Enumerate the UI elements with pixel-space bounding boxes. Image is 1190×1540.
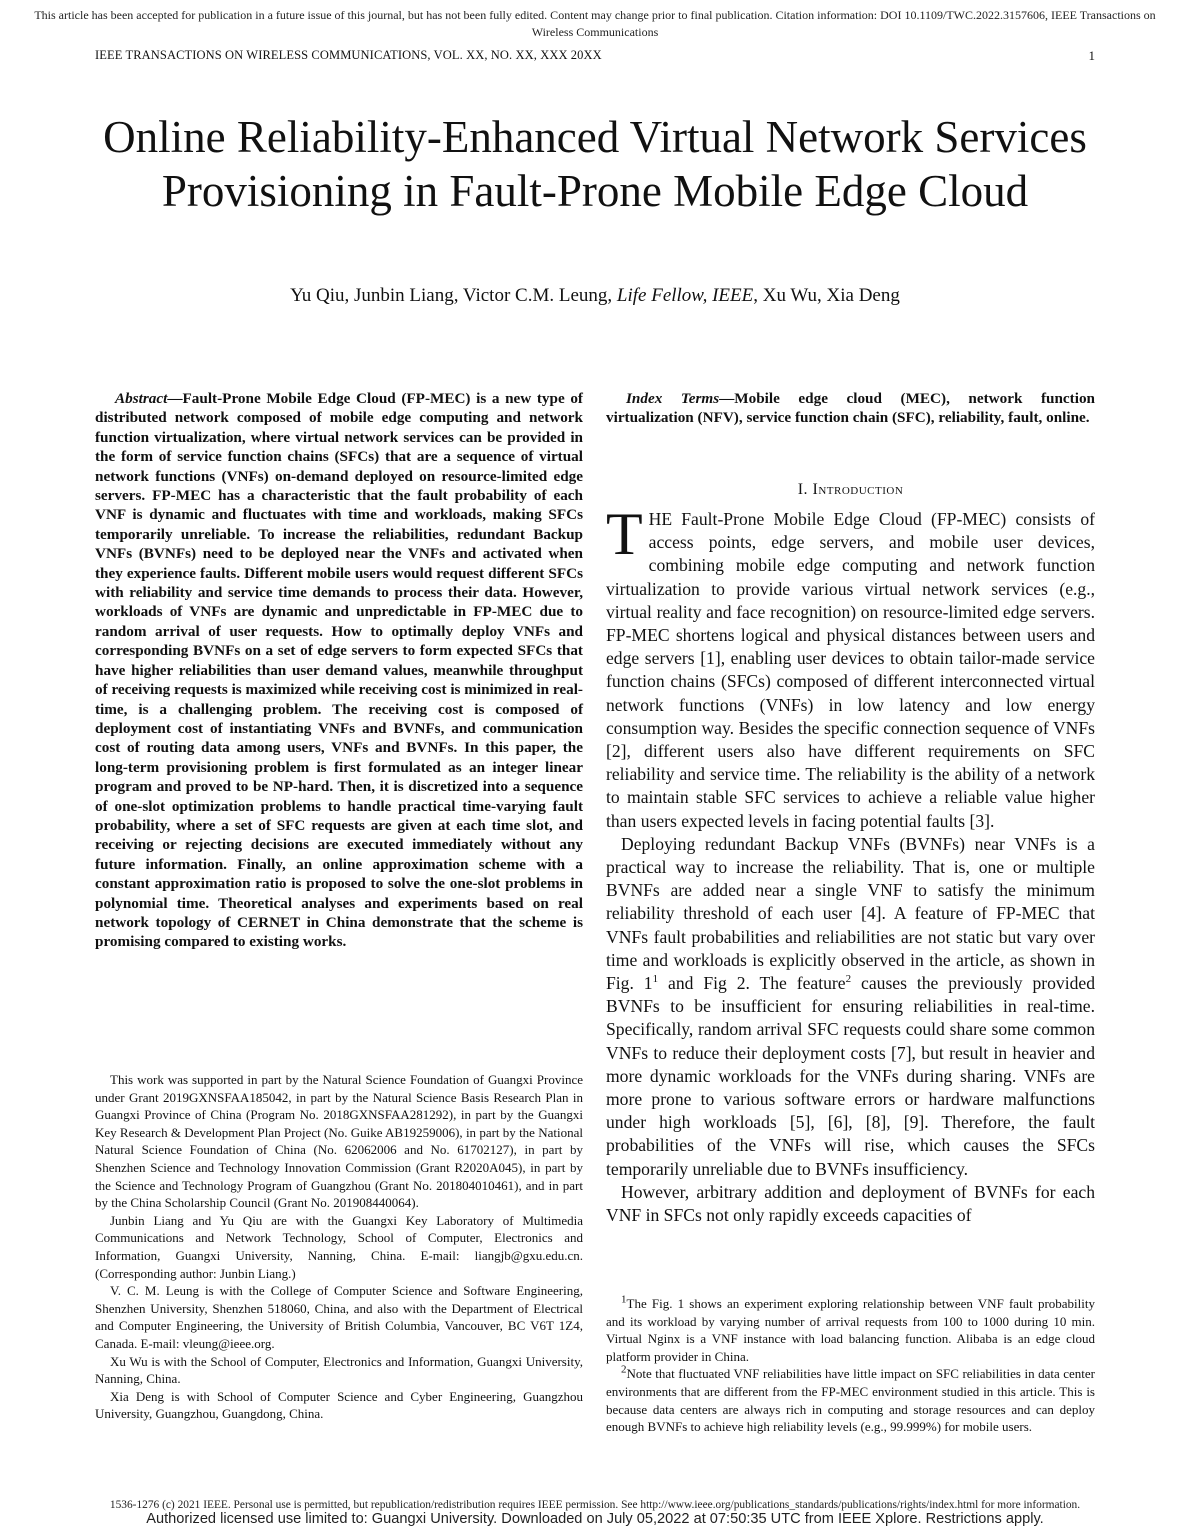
- funding-note: This work was supported in part by the Natural Science Foundation of Guangxi Province under Grant 2019GXNSFAA185042, in part by the Natural Science Basis Research Plan in Guangxi Province of China (Program No. 2018GXNSFAA281292), in part by the Guangxi Key Research & Development Plan Project (No. Guike AB19259006), in part by the National Natural Science Foundation of China (No. 62062006 and No. 61702127), in part by Shenzhen Science and Technology Innovation Commission (Grant R2020A045), in part by the Science and Technology Program of Guangzhou (Grant No. 201804010461), and in part by the China Scholarship Council (Grant No. 201908440064).: [95, 1072, 583, 1211]
- affiliation-footnotes: [95, 1071, 583, 1423]
- authors-part-2: , Xu Wu, Xia Deng: [753, 285, 900, 306]
- section-heading-introduction: [606, 481, 1095, 499]
- footnote-1: [606, 1295, 1095, 1365]
- intro-p2-part-b: and Fig 2. The feature: [658, 973, 846, 994]
- intro-paragraph-1: [606, 501, 1095, 833]
- fellow-designation: Life Fellow, IEEE: [616, 285, 754, 306]
- index-terms-label: Index Terms: [626, 390, 720, 407]
- footnote-1-mark: 1: [621, 1293, 627, 1306]
- page-number: 1: [1088, 48, 1095, 63]
- affiliation-note-leung: V. C. M. Leung is with the College of Computer Science and Software Engineering, Shenzhen University, Shenzhen 518060, China, and also with the Department of Electrical and Computer Engineering, the University of British Columbia, Vancouver, BC V6T 1Z4, Canada. E-mail: vleung@ieee.org.: [95, 1283, 583, 1351]
- index-terms: [606, 389, 1095, 428]
- author-list: [80, 285, 1110, 307]
- copyright-notice: 1536-1276 (c) 2021 IEEE. Personal use is permitted, but republication/redistribution requires IEEE permission. See http://www.ieee.org/publications_standards/publications/rights/index.html for more information.: [109, 1499, 1081, 1511]
- intro-p2-part-c: causes the previously provided BVNFs to be insufficient for ensuring reliabilities in real-time. Specifically, random arrival SFC requests could share some common VNFs to reduce their deployment costs [7], but result in heavier and more dynamic workloads for the VNFs during sharing. VNFs are more prone to various software errors or hardware malfunctions under high workloads [5], [6], [8], [9]. Therefore, the fault probabilities of the VNFs will rise, which causes the SFCs temporarily unreliable due to BVNFs insufficiency.: [606, 973, 1095, 1179]
- footnote-ref-1[interactable]: 1: [652, 973, 659, 986]
- footnote-2-text: Note that fluctuated VNF reliabilities have little impact on SFC reliabilities in data center environments that are different from the FP-MEC environment studied in this article. This is because data centers are always rich in computing and storage resources and can deploy enough BVNFs to achieve high reliability levels (e.g., 99.999%) for mobile users.: [606, 1366, 1095, 1435]
- intro-p2-part-a: Deploying redundant Backup VNFs (BVNFs) near VNFs is a practical way to increase the reliability. That is, one or multiple BVNFs are added near a single VNF to satisfy the minimum reliability threshold of each user [4]. A feature of FP-MEC that VNFs fault probabilities and reliabilities are not static but vary over time and workloads is explicitly observed in the article, as shown in Fig. 1: [606, 833, 1095, 994]
- drop-cap: T: [606, 501, 643, 567]
- page-footnotes: [606, 1295, 1095, 1436]
- index-terms-text: —Mobile edge cloud (MEC), network function virtualization (NFV), service function chain (SFC), reliability, fault, online.: [606, 390, 1095, 427]
- footnote-1-text: The Fig. 1 shows an experiment exploring relationship between VNF fault probability and its workload by varying number of arrival requests from 100 to 1000 during 10 min. Virtual Nginx is a VNF instance with load balancing function. Alibaba is an edge cloud platform provider in China.: [606, 1296, 1095, 1364]
- authors-part-1: Yu Qiu, Junbin Liang, Victor C.M. Leung,: [290, 285, 617, 306]
- license-notice: Authorized licensed use limited to: Guangxi University. Downloaded on July 05,2022 at 07:50:35 UTC from IEEE Xplore. Restrictions apply.: [146, 1511, 1044, 1527]
- introduction-body: [606, 501, 1095, 1227]
- section-number: I.: [797, 481, 813, 498]
- abstract-text: —Fault-Prone Mobile Edge Cloud (FP-MEC) is a new type of distributed network composed of mobile edge computing and network function virtualization, where virtual network services can be provided in the form of service function chains (SFCs) that are a sequence of virtual network functions (VNFs) on-demand deployed on resource-limited edge servers. FP-MEC has a characteristic that the fault probability of each VNF is dynamic and fluctuates with time and workloads, making SFCs temporarily unreliable. To increase the reliabilities, redundant Backup VNFs (BVNFs) need to be deployed near the VNFs and activated when they experience faults. Different mobile users would request different SFCs with reliability and service time demands to process their data. However, workloads of VNFs are dynamic and unpredictable in FP-MEC due to random arrival of user requests. How to optimally deploy VNFs and corresponding BVNFs on a set of edge servers to form expected SFCs that have higher reliabilities than user demand values, meanwhile throughput of receiving requests is maximized while receiving cost is minimized in real-time, is a challenging problem. The receiving cost is composed of deployment cost of instantiating VNFs and BVNFs, and communication cost of routing data among users, VNFs and BVNFs. In this paper, the long-term provisioning problem is first formulated as an integer linear program and proved to be NP-hard. Then, it is discretized into a sequence of one-slot optimization problems to handle practical time-varying fault probability, where a set of SFC requests are given at each time slot, and receiving or rejecting decisions are executed immediately without any future information. Finally, an online approximation scheme with a constant approximation ratio is proposed to solve the one-slot problems in polynomial time. Theoretical analyses and experiments based on real network topology of CERNET in China demonstrate that the scheme is promising compared to existing works.: [95, 390, 583, 951]
- abstract-label: Abstract: [115, 390, 168, 407]
- affiliation-note-liang-qiu: Junbin Liang and Yu Qiu are with the Guangxi Key Laboratory of Multimedia Communications and Network Technology, School of Computer, Electronics and Information, Guangxi University, Nanning, China. E-mail: liangjb@gxu.edu.cn. (Corresponding author: Junbin Liang.): [95, 1212, 583, 1281]
- affiliation-note-deng: Xia Deng is with School of Computer Science and Cyber Engineering, Guangzhou University, Guangzhou, Guangdong, China.: [95, 1388, 583, 1422]
- abstract: [95, 389, 583, 952]
- intro-paragraph-1-text: HE Fault-Prone Mobile Edge Cloud (FP-MEC) consists of access points, edge servers, and mobile user devices, combining mobile edge computing and network function virtualization to provide various virtual network services (e.g., virtual reality and face recognition) on resource-limited edge servers. FP-MEC shortens logical and physical distances between users and edge servers [1], enabling user devices to obtain tailor-made service function chains (SFCs) composed of different interconnected virtual network functions (VNFs) in low latency and low energy consumption way. Besides the specific connection sequence of VNFs [2], different users also have different requirements on SFC reliability and service time. The reliability is the ability of a network to maintain stable SFC services to achieve a reliable value higher than users expected levels in facing potential faults [3].: [606, 509, 1095, 831]
- running-head: IEEE TRANSACTIONS ON WIRELESS COMMUNICATIONS, VOL. XX, NO. XX, XXX 20XX: [95, 48, 602, 62]
- intro-paragraph-2: [606, 833, 1095, 1181]
- section-title: Introduction: [812, 481, 904, 498]
- footnote-ref-2[interactable]: 2: [845, 973, 852, 986]
- footnote-2: [606, 1365, 1095, 1435]
- index-terms-block: [606, 389, 1095, 428]
- affiliation-note-wu: Xu Wu is with the School of Computer, Electronics and Information, Guangxi University, Nanning, China.: [95, 1353, 583, 1387]
- intro-paragraph-3: However, arbitrary addition and deployment of BVNFs for each VNF in SFCs not only rapidly exceeds capacities of: [606, 1181, 1095, 1226]
- paper-title: Online Reliability-Enhanced Virtual Network Services Provisioning in Fault-Prone Mobile Edge Cloud: [103, 112, 1087, 216]
- footnote-2-mark: 2: [621, 1364, 627, 1377]
- publication-notice: This article has been accepted for publication in a future issue of this journal, but has not been fully edited. Content may change prior to final publication. Citation information: DOI 10.1109/TWC.2022.3157606, IEEE Transactions on Wireless Communications: [34, 8, 1156, 39]
- abstract-column: [95, 389, 583, 952]
